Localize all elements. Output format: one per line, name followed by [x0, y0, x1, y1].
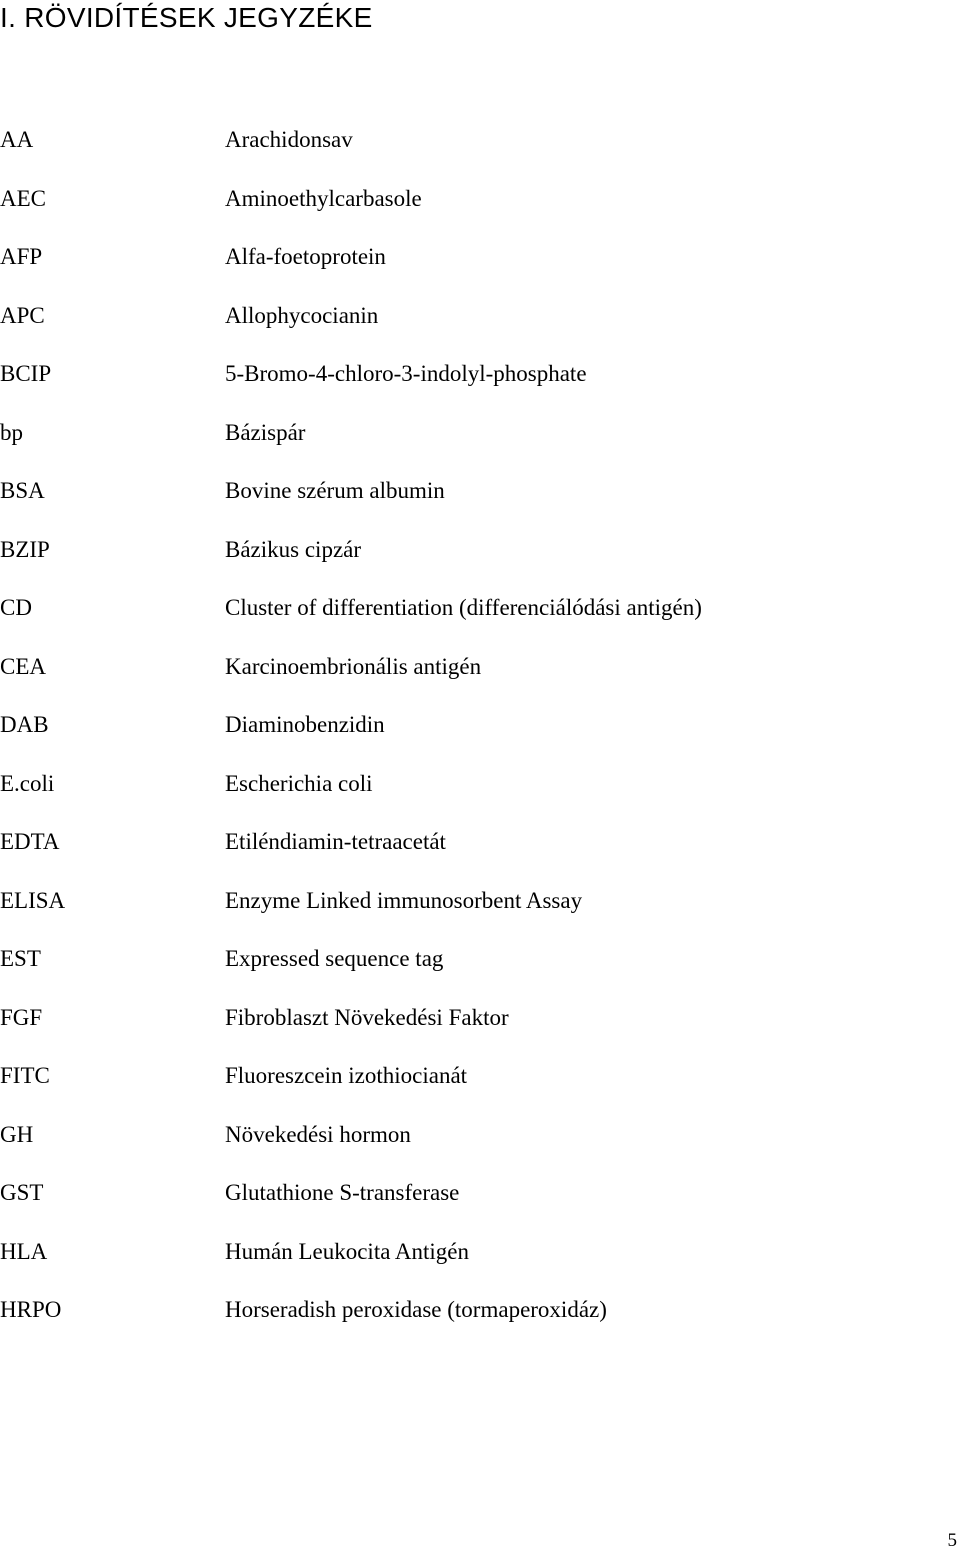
abbreviation-row: [0, 883, 960, 942]
abbreviation-definition: Arachidonsav: [225, 127, 353, 152]
abbreviation-term: APC: [0, 302, 45, 328]
abbreviation-definition: Karcinoembrionális antigén: [225, 653, 482, 679]
abbreviation-term: BSA: [0, 478, 45, 503]
abbreviation-row: [0, 590, 960, 649]
abbreviation-definition: Bázikus cipzár: [225, 536, 362, 562]
abbreviation-term: BZIP: [0, 536, 50, 562]
abbreviation-row: [0, 239, 960, 298]
abbreviation-definition: Horseradish peroxidase (tormaperoxidáz): [225, 1297, 607, 1322]
abbreviation-row: [0, 941, 960, 1000]
abbreviation-row: [0, 766, 960, 825]
abbreviation-row: [0, 1000, 960, 1059]
abbreviation-definition: Etiléndiamin-tetraacetát: [225, 829, 446, 854]
abbreviation-definition: Escherichia coli: [225, 770, 373, 796]
abbreviation-row: [0, 649, 960, 708]
abbreviation-row: [0, 1175, 960, 1234]
abbreviation-term: FITC: [0, 1063, 50, 1088]
abbreviation-term: HLA: [0, 1238, 48, 1264]
abbreviation-definition: Glutathione S-transferase: [225, 1180, 460, 1205]
abbreviation-row: [0, 1292, 960, 1351]
abbreviation-row: [0, 356, 960, 415]
abbreviation-row: [0, 1117, 960, 1176]
abbreviation-definition: 5-Bromo-4-chloro-3-indolyl-phosphate: [225, 361, 587, 386]
abbreviation-term: AA: [0, 127, 34, 152]
abbreviation-row: [0, 1234, 960, 1293]
page-number: 5: [947, 1530, 957, 1551]
abbreviation-list: [0, 122, 960, 1351]
abbreviation-definition: Expressed sequence tag: [225, 946, 444, 971]
abbreviation-definition: Allophycocianin: [225, 302, 379, 328]
abbreviation-term: HRPO: [0, 1297, 62, 1322]
abbreviation-term: EST: [0, 946, 41, 971]
abbreviation-definition: Bovine szérum albumin: [225, 478, 445, 503]
abbreviation-definition: Fibroblaszt Növekedési Faktor: [225, 1004, 509, 1030]
abbreviation-term: BCIP: [0, 361, 52, 386]
abbreviation-definition: Alfa-foetoprotein: [225, 244, 386, 269]
abbreviation-row: [0, 1058, 960, 1117]
abbreviation-row: [0, 532, 960, 591]
abbreviation-definition: Enzyme Linked immunosorbent Assay: [225, 887, 583, 913]
abbreviation-definition: Cluster of differentiation (differenciálódási antigén): [225, 595, 702, 620]
abbreviation-row: [0, 473, 960, 532]
abbreviation-definition: Fluoreszcein izothiocianát: [225, 1063, 468, 1088]
abbreviation-definition: Bázispár: [225, 419, 306, 445]
abbreviation-definition: Aminoethylcarbasole: [225, 185, 422, 211]
abbreviation-row: [0, 298, 960, 357]
abbreviation-term: ELISA: [0, 887, 66, 913]
abbreviation-row: [0, 707, 960, 766]
abbreviation-term: bp: [0, 419, 23, 445]
abbreviation-row: [0, 415, 960, 474]
abbreviation-term: AFP: [0, 244, 43, 269]
abbreviation-term: FGF: [0, 1004, 43, 1030]
abbreviation-definition: Növekedési hormon: [225, 1121, 411, 1147]
abbreviation-row: [0, 122, 960, 181]
abbreviation-term: CEA: [0, 653, 46, 679]
page-title: I. RÖVIDÍTÉSEK JEGYZÉKE: [0, 2, 373, 33]
abbreviation-row: [0, 181, 960, 240]
abbreviation-row: [0, 824, 960, 883]
abbreviation-definition: Diaminobenzidin: [225, 712, 385, 737]
abbreviation-term: GH: [0, 1121, 34, 1147]
abbreviation-term: DAB: [0, 712, 49, 737]
abbreviation-term: CD: [0, 595, 32, 620]
abbreviation-term: E.coli: [0, 770, 55, 796]
abbreviation-definition: Humán Leukocita Antigén: [225, 1238, 469, 1264]
abbreviation-term: EDTA: [0, 829, 60, 854]
abbreviation-term: GST: [0, 1180, 44, 1205]
abbreviation-term: AEC: [0, 185, 46, 211]
